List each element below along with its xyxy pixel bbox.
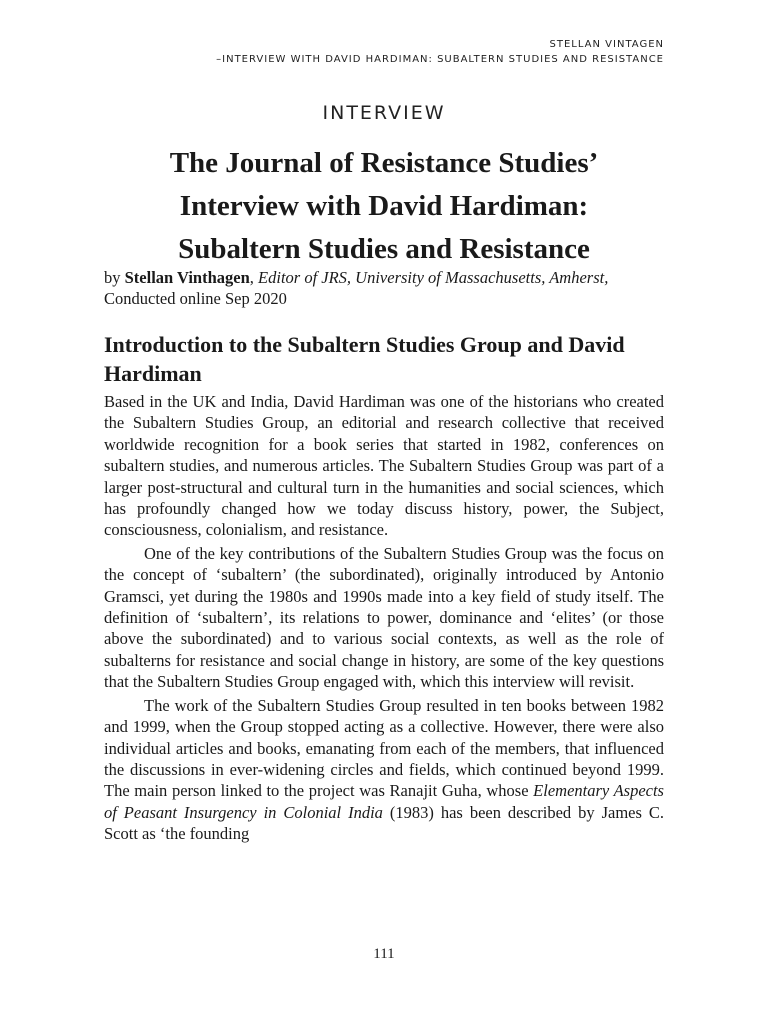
byline-prefix: by: [104, 268, 125, 287]
paragraph-3-text-a: The work of the Subaltern Studies Group resulted in ten books between 1982 and 1999, when the Group stopped acting as a collective. However, there were also individual articles and books, emanating from each of the members, that influenced the discussions in ever-widening circles and fields, which continued beyond 1999. The main person linked to the project was Ranajit Guha, whose: [104, 695, 664, 801]
article-title-line-2: Interview with David Hardiman:: [179, 190, 589, 222]
page-number: 111: [373, 946, 395, 962]
byline-affiliation: Editor of JRS, University of Massachusetts, Amherst,: [258, 268, 609, 287]
paragraph-2: One of the key contributions of the Subaltern Studies Group was the focus on the concept of ‘subaltern’ (the subordinated), originally introduced by Antonio Gramsci, yet during the 1980s and 1990s made into a key field of study itself. The definition of ‘subaltern’, its relations to power, dominance and ‘elites’ (or those above the subordinated) and to various social contexts, as well as the role of subalterns for resistance and social change in history, are some of the key questions that the Subaltern Studies Group engaged with, which this interview will revisit.: [104, 543, 664, 692]
running-head-author: STELLAN VINTAGEN: [549, 39, 664, 50]
section-heading: Introduction to the Subaltern Studies Group and David Hardiman: [104, 332, 625, 386]
paragraph-3-text-b: (1983) has been described by James C. Scott as ‘the founding: [104, 802, 664, 844]
byline-separator: ,: [249, 268, 259, 287]
byline-conducted: Conducted online Sep 2020: [104, 289, 287, 308]
running-head: [216, 37, 664, 67]
article-title-line-3: Subaltern Studies and Resistance: [178, 233, 590, 265]
body-text: [104, 391, 664, 847]
article-title: [104, 142, 664, 271]
book-title-citation: Elementary Aspects of Peasant Insurgency in Colonial India: [104, 781, 664, 822]
byline-author: Stellan Vinthagen: [124, 268, 250, 287]
running-head-article-title: –INTERVIEW WITH DAVID HARDIMAN: SUBALTERN STUDIES AND RESISTANCE: [216, 54, 664, 65]
byline: [104, 267, 664, 309]
paragraph-1: Based in the UK and India, David Hardiman was one of the historians who created the Subaltern Studies Group, an editorial and research collective that received worldwide recognition for a book series that started in 1982, conferences on subaltern studies, and numerous articles. The Subaltern Studies Group was part of a larger post-structural and cultural turn in the humanities and social sciences, which has profoundly changed how we today discuss history, power, the Subject, consciousness, colonialism, and resistance.: [104, 392, 664, 540]
paragraph-3: [104, 695, 664, 845]
article-title-line-1: The Journal of Resistance Studies’: [169, 147, 599, 179]
section-label: INTERVIEW: [322, 102, 446, 124]
